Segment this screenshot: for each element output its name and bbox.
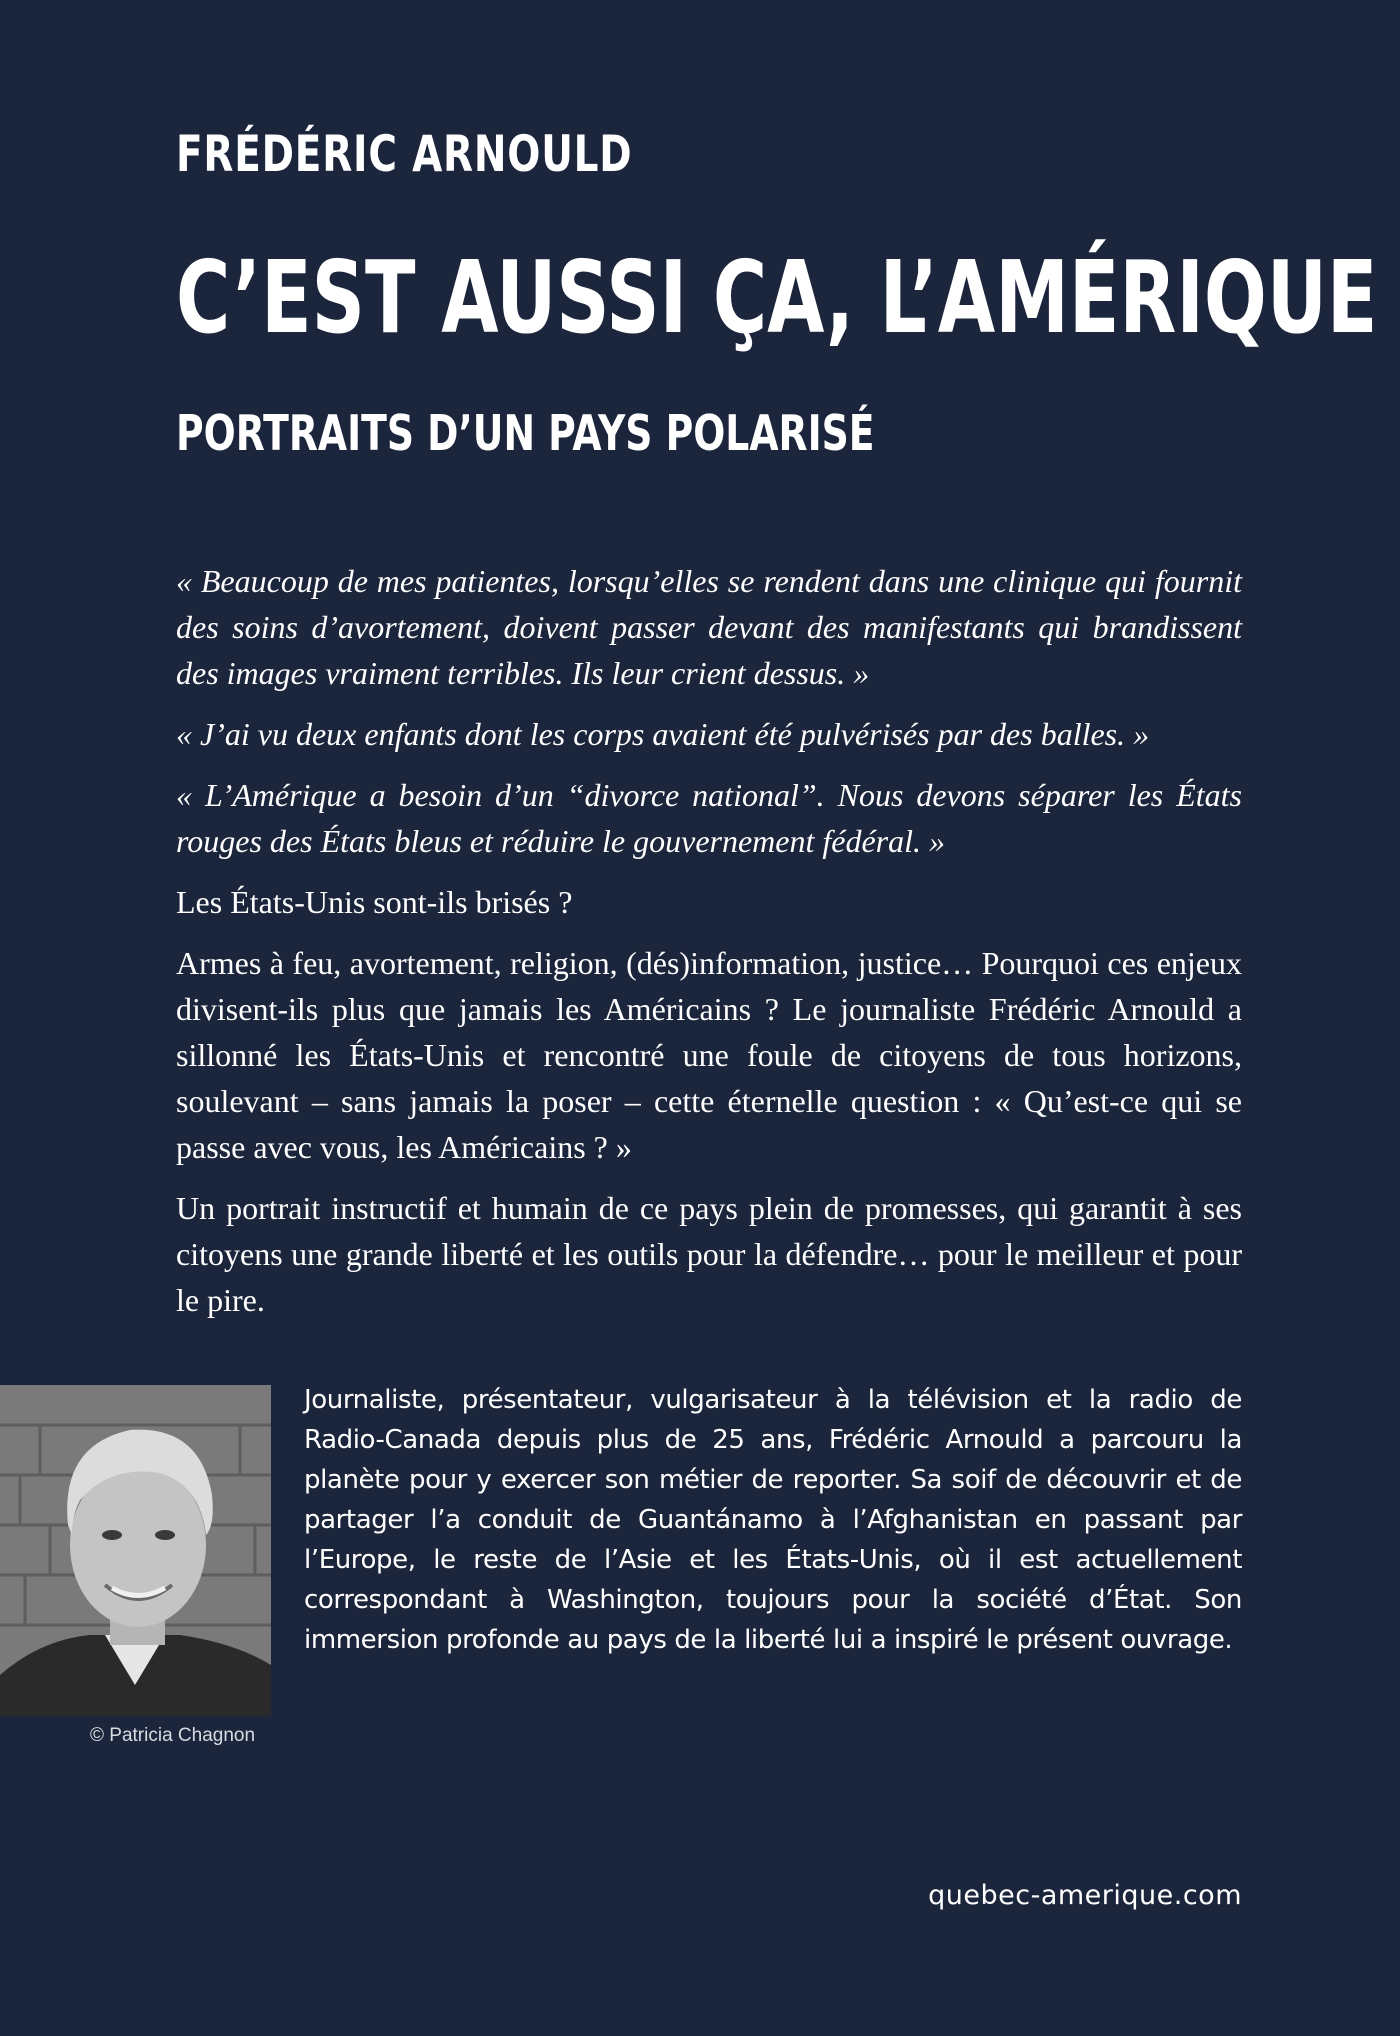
quote-national-divorce: « L’Amérique a besoin d’un “divorce national”. Nous devons séparer les États rouges des États bleus et réduire le gouvernement fédéral. » xyxy=(176,777,1242,859)
blurb-paragraph-1: Armes à feu, avortement, religion, (dés)information, justice… Pourquoi ces enjeux divisent-ils plus que jamais les Américains ? Le journaliste Frédéric Arnould a sillonné les États-Unis et rencontré une foule de citoyens de tous horizons, soulevant – sans jamais la poser – cette éternelle question : « Qu’est-ce qui se passe avec vous, les Américains ? » xyxy=(176,945,1242,1165)
blurb-question: Les États-Unis sont-ils brisés ? xyxy=(176,884,573,920)
author-name: FRÉDÉRIC ARNOULD xyxy=(176,125,633,183)
blurb-paragraph-2: Un portrait instructif et humain de ce pays plein de promesses, qui garantit à ses citoyens une grande liberté et les outils pour la défendre… pour le meilleur et pour le pire. xyxy=(176,1190,1242,1318)
author-photo xyxy=(0,1385,271,1716)
publisher-website[interactable]: quebec-amerique.com xyxy=(928,1880,1242,1911)
quote-abortion: « Beaucoup de mes patientes, lorsqu’elles se rendent dans une clinique qui fournit des soins d’avortement, doivent passer devant des manifestants qui brandissent des images vraiment terribles. Ils leur crient dessus. » xyxy=(176,563,1242,691)
author-portrait-image xyxy=(0,1385,271,1716)
author-bio: Journaliste, présentateur, vulgarisateur à la télévision et la radio de Radio-Canada depuis plus de 25 ans, Frédéric Arnould a parcouru la planète pour y exercer son métier de reporter. Sa soif de découvrir et de partager l’a conduit de Guantánamo à l’Afghanistan en passant par l’Europe, le reste de l’Asie et les États-Unis, où il est actuellement correspondant à Washington, toujours pour la société d’État. Son immersion profonde au pays de la liberté lui a inspiré le présent ouvrage. xyxy=(304,1385,1242,1655)
back-cover-blurb xyxy=(176,558,1242,1338)
book-subtitle: PORTRAITS D’UN PAYS POLARISÉ xyxy=(176,405,875,462)
quote-children: « J’ai vu deux enfants dont les corps avaient été pulvérisés par des balles. » xyxy=(176,716,1150,752)
book-title: C’EST AUSSI ÇA, L’AMÉRIQUE xyxy=(176,239,1378,356)
photo-credit: © Patricia Chagnon xyxy=(90,1725,256,1746)
